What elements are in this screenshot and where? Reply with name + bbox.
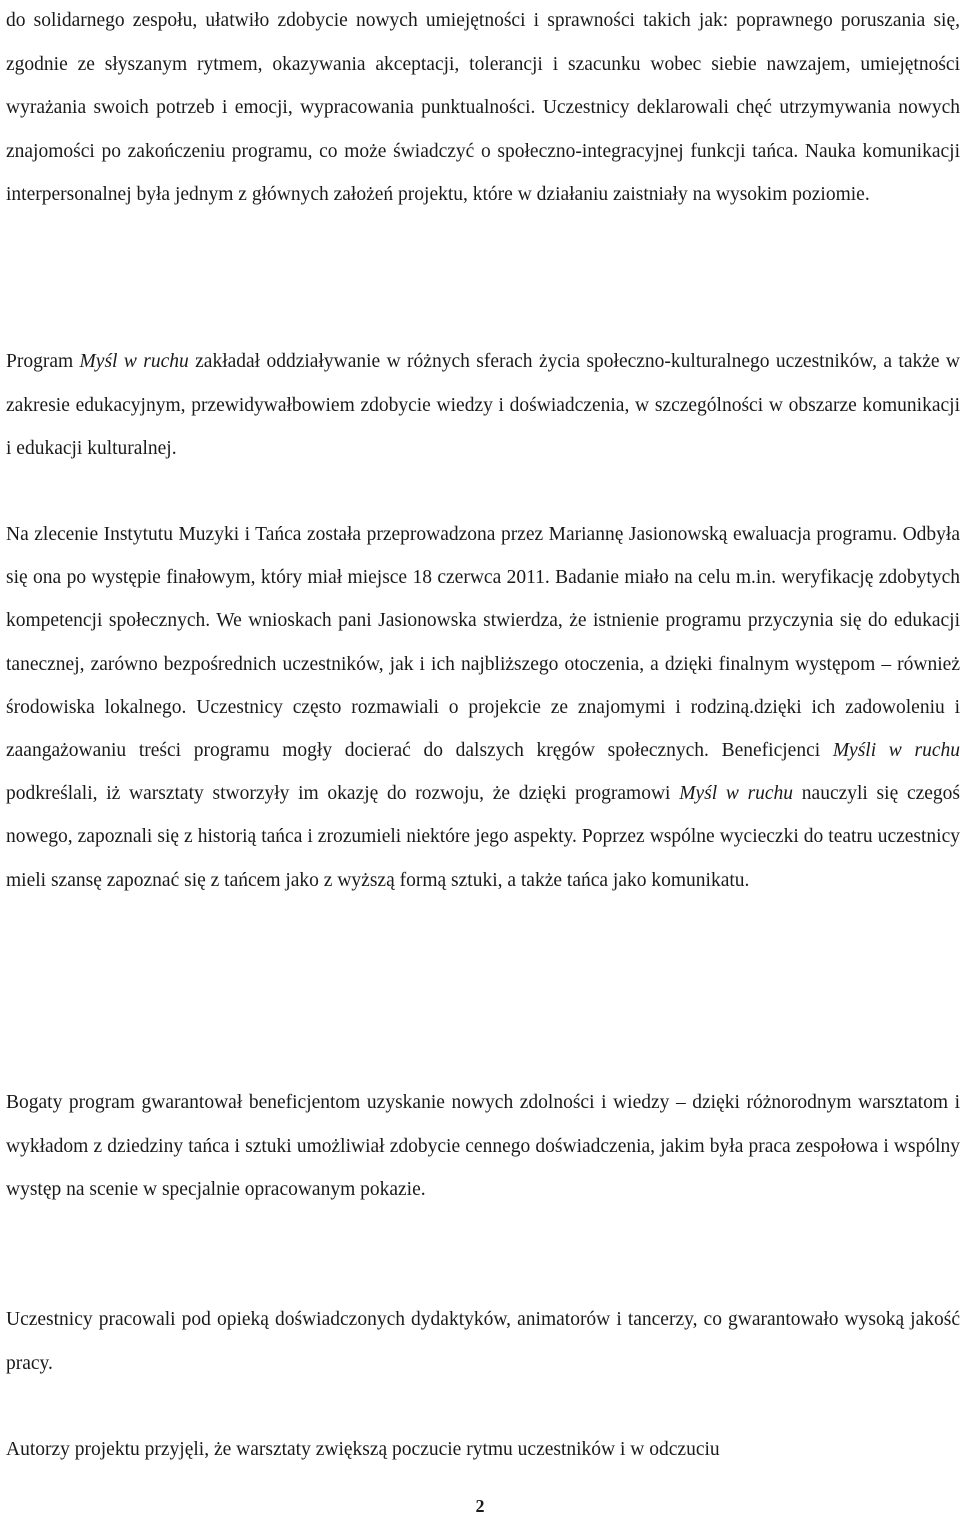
text-segment: podkreślali, iż warsztaty stworzyły im okazję do rozwoju, że dzięki programowi (6, 783, 680, 805)
paragraph-evaluation (6, 513, 960, 902)
program-title-italic: Myśl w ruchu (679, 783, 794, 805)
text-segment: Na zlecenie Instytutu Muzyki i Tańca została przeprowadzona przez Mariannę Jasionowską ewaluacja programu. Odbyła się ona po występie finałowym, który miał miejsce 18 czerwca 2011. Badanie miało na celu m.in. weryfikację zdobytych kompetencji społecznych. We wnioskach pani Jasionowska stwierdza, że istnienie programu przyczynia się do edukacji tanecznej, zarówno bezpośrednich uczestników, jak i ich najbliższego otoczenia, a dzięki finalnym występom – również środowiska lokalnego. Uczestnicy często rozmawiali o projekcie ze znajomymi i rodziną.dzięki ich zadowoleniu i zaangażowaniu treści programu mogły docierać do dalszych kręgów społecznych. Beneficjenci (6, 524, 960, 762)
paragraph-social-skills (6, 0, 960, 217)
text-segment: Program (6, 351, 80, 372)
text-segment: zakładał oddziaływanie w różnych sferach życia społeczno-kulturalnego uczestników, a także w zakresie edukacyjnym, przewidywałbowiem zdobycie wiedzy i doświadczenia, w szczególności w obszarze komunikacji i edukacji kulturalnej. (6, 351, 960, 460)
text-segment: Bogaty program gwarantował beneficjentom uzyskanie nowych zdolności i wiedzy – dzięki różnorodnym warsztatom i wykładom z dziedziny tańca i sztuki umożliwiał zdobycie cennego doświadczenia, jakim była praca zespołowa i wspólny występ na scenie w specjalnie opracowanym pokazie. (6, 1092, 960, 1201)
text-segment: nauczyli się czegoś nowego, zapoznali się z historią tańca i zrozumieli niektóre jego aspekty. Poprzez wspólne wycieczki do teatru uczestnicy mieli szansę zapoznać się z tańcem jako z wyższą formą sztuki, a także tańca jako komunikatu. (6, 783, 960, 891)
text-segment: Autorzy projektu przyjęli, że warsztaty zwiększą poczucie rytmu uczestników i w odczuciu (6, 1439, 720, 1460)
program-title-italic: Myśli w ruchu (832, 740, 960, 762)
paragraph-authors-assumption (6, 1428, 960, 1472)
paragraph-instructors (6, 1298, 960, 1385)
page-number: 2 (475, 1496, 485, 1516)
paragraph-program-scope (6, 340, 960, 471)
text-segment: do solidarnego zespołu, ułatwiło zdobycie nowych umiejętności i sprawności takich jak: poprawnego poruszania się, zgodnie ze słyszanym rytmem, okazywania akceptacji, tolerancji i szacunku wobec siebie nawzajem, umiejętności wyrażania swoich potrzeb i emocji, wypracowania punktualności. Uczestnicy deklarowali chęć utrzymywania nowych znajomości po zakończeniu programu, co może świadczyć o społeczno-integracyjnej funkcji tańca. Nauka komunikacji interpersonalnej była jednym z głównych założeń projektu, które w działaniu zaistniały na wysokim poziomie. (6, 10, 960, 206)
program-title-italic: Myśl w ruchu (79, 351, 189, 372)
paragraph-rich-program (6, 1081, 960, 1212)
text-segment: Uczestnicy pracowali pod opieką doświadczonych dydaktyków, animatorów i tancerzy, co gwarantowało wysoką jakość pracy. (6, 1309, 960, 1374)
